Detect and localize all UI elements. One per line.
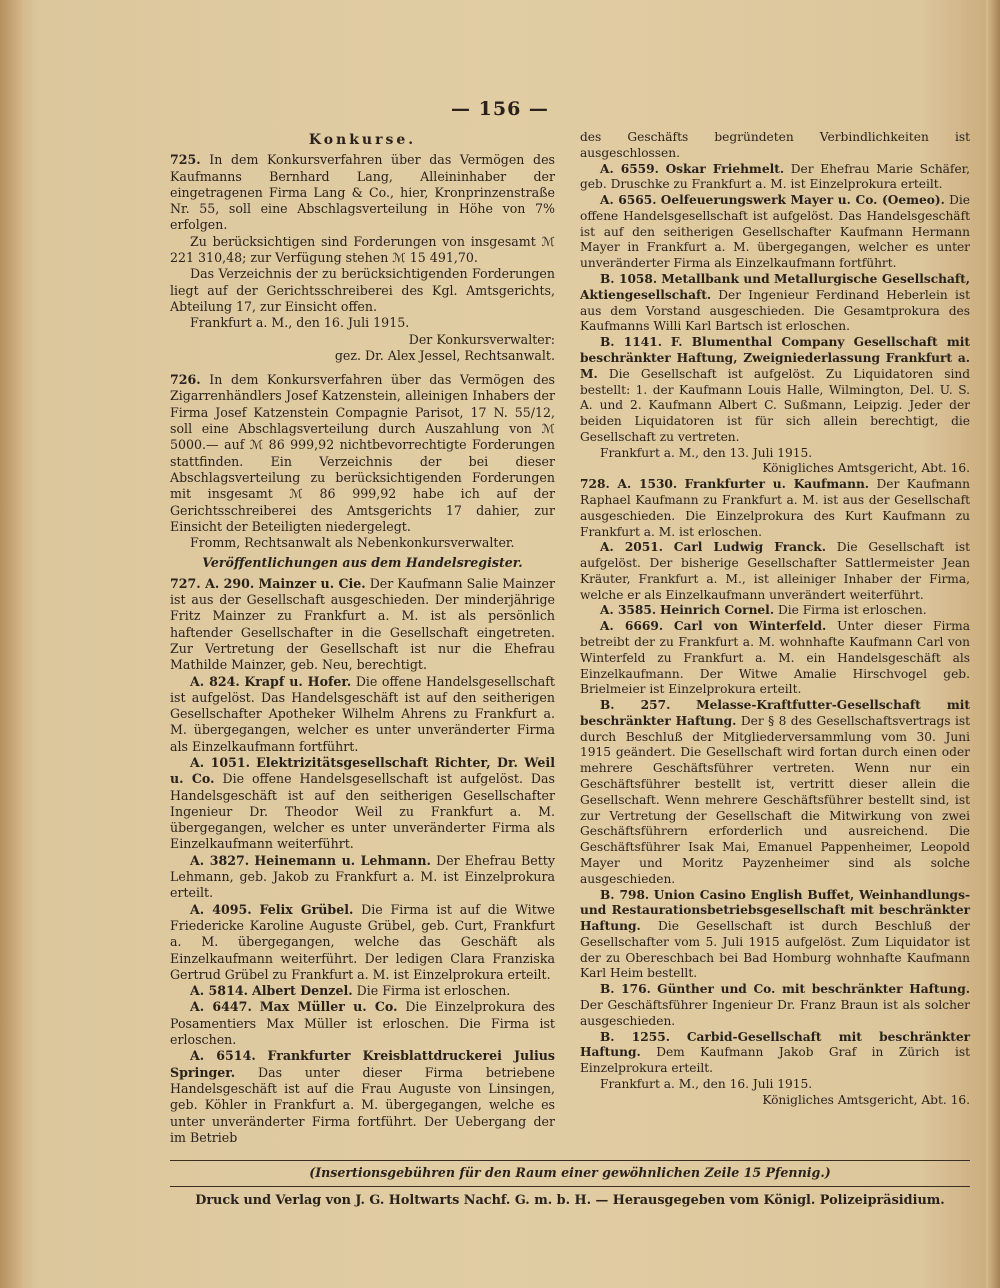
signature-line: Fromm, Rechtsanwalt als Nebenkonkursverwalter.: [190, 535, 515, 551]
insertion-fee-note: (Insertionsgebühren für den Raum einer gewöhnlichen Zeile 15 Pfennig.): [309, 1165, 831, 1180]
register-entry: [580, 1030, 970, 1077]
right-column: [580, 130, 970, 1108]
firm-name: Frankfurter Kreisblattdruckerei Julius Springer.: [170, 1048, 555, 1080]
register-entry: [580, 335, 970, 445]
entry-number: A. 6565.: [600, 193, 657, 208]
entry-text: Unter dieser Firma betreibt der zu Frankfurt a. M. wohnhafte Kaufmann Carl von Winterfeld zu Frankfurt a. M. ein Handelsgeschäft als Einzelkaufmann. Der Witwe Amalie Hirschvogel geb. Brielmeier ist Einzelprokura erteilt.: [580, 619, 971, 697]
entry-725-date: Frankfurt a. M., den 16. Juli 1915.: [190, 315, 410, 331]
section-heading-handelsregister: Veröffentlichungen aus dem Handelsregister.: [202, 555, 523, 571]
entry-text: Der § 8 des Gesellschaftsvertrags ist durch Beschluß der Mitgliederversammlung vom 30. Juni 1915 geändert. Die Gesellschaft wird fortan durch einen oder mehrere Geschäftsführer vertreten. Wenn nur ein Geschäftsführer bestellt ist, vertritt dieser allein die Gesellschaft. Wenn mehrere Geschäftsführer bestellt sind, ist zur Vertretung der Gesellschaft die Mitwirkung von zwei Geschäftsführern erforderlich und ausreichend. Die Geschäftsführer Isak Mai, Emanuel Pappenheimer, Leopold Mayer und Moritz Payzenheimer sind als solche ausgeschieden.: [580, 713, 971, 886]
footer-rule: [170, 1186, 970, 1187]
entry-text: Die Firma ist erloschen.: [356, 983, 511, 999]
entry-number: 726.: [170, 372, 201, 388]
entry-number: B. 1141.: [600, 335, 662, 350]
entry-number: A. 2051.: [600, 540, 663, 555]
register-entries-left: [170, 576, 555, 1146]
firm-name: F. Blumenthal Company Gesellschaft mit beschränkter Haftung, Zweigniederlassung Frankfurt a. M.: [580, 335, 971, 381]
register-entry: [170, 674, 555, 755]
entry-text: Dem Kaufmann Jakob Graf in Zürich ist Einzelprokura erteilt.: [580, 1045, 970, 1076]
entry-number: 728. A. 1530.: [580, 477, 678, 492]
entry-text: Die Einzelprokura des Posamentiers Max Müller ist erloschen. Die Firma ist erloschen.: [170, 999, 555, 1048]
register-entry: [170, 853, 555, 902]
entry-725-para: Zu berücksichtigen sind Forderungen von insgesamt ℳ 221 310,48; zur Verfügung stehen ℳ 15 491,70.: [170, 233, 555, 266]
entry-number: A. 6514.: [190, 1048, 256, 1064]
continuation-text: des Geschäfts begründeten Verbindlichkeiten ist ausgeschlossen.: [580, 130, 970, 160]
entry-number: A. 4095.: [190, 901, 252, 917]
entry-number: A. 6559.: [600, 161, 659, 176]
register-entry: [170, 755, 555, 853]
firm-name: Krapf u. Hofer.: [244, 673, 352, 689]
firm-name: Oelfeuerungswerk Mayer u. Co. (Oemeo).: [660, 193, 945, 208]
firm-name: Mainzer u. Cie.: [258, 575, 366, 591]
entry-number: B. 1058.: [600, 272, 658, 287]
dateline: Frankfurt a. M., den 13. Juli 1915.: [600, 445, 813, 460]
firm-name: Union Casino English Buffet, Weinhandlungs- und Restaurationsbetriebsgesellschaft mit beschränkter Haftung.: [580, 887, 970, 934]
register-entry: [580, 698, 970, 887]
entry-text: Der Kaufmann Salie Mainzer ist aus der Gesellschaft ausgeschieden. Der minderjährige Fritz Mainzer zu Frankfurt a. M. ist als persönlich haftender Gesellschafter in die Gesellschaft eingetreten. Zur Vertretung der Gesellschaft ist nur die Ehefrau Mathilde Mainzer, geb. Neu, berechtigt.: [170, 575, 555, 673]
court-signature: Königliches Amtsgericht, Abt. 16.: [762, 461, 970, 476]
firm-name: Max Müller u. Co.: [259, 999, 398, 1015]
register-entry: [580, 982, 970, 1029]
register-entries-right: [580, 162, 970, 446]
section-heading-konkurse: Konkurse.: [308, 132, 417, 148]
entry-number: B. 257.: [600, 698, 671, 713]
entry-text: Der Ehefrau Betty Lehmann, geb. Jakob zu Frankfurt a. M. ist Einzelprokura erteilt.: [170, 852, 555, 901]
entry-number: B. 1255.: [600, 1029, 670, 1044]
signature-line: Der Konkursverwalter:: [408, 331, 555, 347]
entry-text: Die offene Handelsgesellschaft ist aufgelöst. Das Handelsgeschäft ist auf den seitherigen Gesellschafter Apotheker Wilhelm Ahrens zu Frankfurt a. M. übergegangen, welcher es unter unveränderter Firma als Einzelkaufmann fortführt.: [170, 673, 555, 754]
footer-rule: [170, 1160, 970, 1161]
register-entry: [170, 902, 555, 983]
register-entry: [580, 540, 970, 603]
firm-name: Albert Denzel.: [252, 983, 353, 999]
entry-number: A. 6447.: [190, 999, 252, 1015]
firm-name: Melasse-Kraftfutter-Gesellschaft mit beschränkter Haftung.: [580, 698, 970, 728]
signature-line: gez. Dr. Alex Jessel, Rechtsanwalt.: [334, 347, 555, 363]
entry-725-para: Das Verzeichnis der zu berücksichtigenden Forderungen liegt auf der Gerichtsschreiberei des Kgl. Amtsgerichts, Abteilung 17, zur Einsicht offen.: [170, 266, 555, 314]
court-signature: Königliches Amtsgericht, Abt. 16.: [762, 1092, 970, 1107]
firm-name: Heinemann u. Lehmann.: [254, 852, 431, 868]
entry-text: Die offene Handelsgesellschaft ist aufgelöst. Das Handelsgeschäft ist auf den seitherigen Gesellschafter Kaufmann Hermann Mayer in Frankfurt a. M. übergegangen, welcher es unter unveränderter Firma als Einzelkaufmann fortführt.: [580, 193, 970, 271]
entry-text: Die Gesellschaft ist durch Beschluß der Gesellschafter vom 5. Juli 1915 aufgelöst. Zum Liquidator ist der zu Obereschbach bei Bad Homburg wohnhafte Kaufmann Karl Heim bestellt.: [580, 919, 970, 981]
entry-number: 727. A. 290.: [170, 575, 255, 591]
entry-text: Die Firma ist erloschen.: [777, 603, 927, 618]
register-entries-right-728: [580, 477, 970, 1077]
entry-number: A. 3827.: [190, 852, 250, 868]
entry-725: [170, 152, 555, 233]
register-entry: [170, 983, 555, 999]
register-entry: [580, 272, 970, 335]
firm-name: Elektrizitätsgesellschaft Richter, Dr. Weil u. Co.: [170, 754, 555, 787]
entry-number: A. 5814.: [190, 983, 248, 999]
entry-number: A. 6669.: [600, 619, 664, 634]
entry-number: B. 798.: [600, 887, 650, 902]
entry-text: Das unter dieser Firma betriebene Handelsgeschäft ist auf die Frau Auguste von Linsingen, geb. Köhler in Frankfurt a. M. übergegangen, welche es unter unveränderter Firma fortführt. Der Uebergang der im Betrieb: [170, 1064, 555, 1145]
entry-text: Der Ingenieur Ferdinand Heberlein ist aus dem Vorstand ausgeschieden. Die Gesamtprokura des Kaufmanns Willi Karl Bartsch ist erloschen.: [580, 287, 970, 334]
dateline: Frankfurt a. M., den 16. Juli 1915.: [600, 1076, 813, 1091]
page-edge-right: [986, 0, 1000, 1288]
entry-text: Die Gesellschaft ist aufgelöst. Zu Liquidatoren sind bestellt: 1. der Kaufmann Louis Halle, Wilmington, Del. U. S. A. und 2. Kaufmann Albert C. Sußmann, Leipzig. Jeder der beiden Liquidatoren ist für sich allein berechtigt, die Gesellschaft zu vertreten.: [580, 366, 970, 444]
entry-726: [170, 372, 555, 535]
entry-text: Die Gesellschaft ist aufgelöst. Der bisherige Gesellschafter Sattlermeister Jean Kräuter, Frankfurt a. M., ist alleiniger Inhaber der Firma, welche er als Einzelkaufmann unverändert weiterführt.: [580, 540, 971, 602]
firm-name: Carl von Winterfeld.: [673, 619, 827, 634]
register-entry: [580, 193, 970, 272]
firm-name: Günther und Co. mit beschränkter Haftung.: [657, 982, 971, 997]
register-entry: [580, 888, 970, 983]
page-edge-left: [0, 0, 22, 1288]
firm-name: Heinrich Cornel.: [659, 603, 775, 618]
publisher-imprint: Druck und Verlag von J. G. Holtwarts Nachf. G. m. b. H. — Herausgegeben vom Königl. Polizeipräsidium.: [195, 1193, 945, 1208]
left-column: [170, 130, 555, 1146]
entry-number: B. 176.: [600, 982, 651, 997]
entry-text: In dem Konkursverfahren über das Vermögen des Zigarrenhändlers Josef Katzenstein, alleinigen Inhabers der Firma Josef Katzenstein Compagnie Parisot, 17 N. 55/12, soll eine Abschlagsverteilung durch Auszahlung von ℳ 5000.— auf ℳ 86 999,92 nichtbevorrechtigte Forderungen stattfinden. Ein Verzeichnis der bei dieser Abschlagsverteilung zu berücksichtigenden Forderungen mit insgesamt ℳ 86 999,92 habe ich auf der Gerichtsschreiberei des Amtsgerichts 17 dahier, zur Einsicht der Beteiligten niedergelegt.: [170, 372, 555, 534]
entry-number: A. 1051.: [190, 754, 251, 770]
entry-text: Der Geschäftsführer Ingenieur Dr. Franz Braun ist als solcher ausgeschieden.: [580, 997, 970, 1028]
register-entry: [170, 576, 555, 674]
entry-text: Der Ehefrau Marie Schäfer, geb. Druschke zu Frankfurt a. M. ist Einzelprokura erteilt.: [580, 161, 971, 192]
entry-text: In dem Konkursverfahren über das Vermögen des Kaufmanns Bernhard Lang, Alleininhaber der eingetragenen Firma Lang & Co., hier, Kronprinzenstraße Nr. 55, soll eine Abschlagsverteilung in Höhe von 7% erfolgen.: [170, 152, 555, 233]
firm-name: Oskar Friehmelt.: [665, 161, 785, 176]
entry-text: Die Firma ist auf die Witwe Friedericke Karoline Auguste Grübel, geb. Curt, Frankfurt a. M. übergegangen, welche das Geschäft als Einzelkaufmann weiterführt. Der ledigen Clara Franziska Gertrud Grübel zu Frankfurt a. M. ist Einzelprokura erteilt.: [170, 901, 555, 982]
register-entry: [580, 162, 970, 194]
register-entry: [580, 603, 970, 619]
firm-name: Felix Grübel.: [259, 901, 354, 917]
register-entry: [170, 999, 555, 1048]
entry-number: 725.: [170, 152, 201, 168]
entry-number: A. 824.: [190, 673, 240, 689]
register-entry: [580, 477, 970, 540]
entry-text: Der Kaufmann Raphael Kaufmann zu Frankfurt a. M. ist aus der Gesellschaft ausgeschieden. Die Einzelprokura des Kurt Kaufmann zu Frankfurt a. M. ist erloschen.: [580, 477, 970, 539]
register-entry: [170, 1048, 555, 1146]
firm-name: Carbid-Gesellschaft mit beschränkter Haftung.: [580, 1029, 971, 1060]
firm-name: Frankfurter u. Kaufmann.: [684, 477, 870, 492]
firm-name: Metallbank und Metallurgische Gesellschaft, Aktiengesellschaft.: [580, 272, 971, 302]
entry-number: A. 3585.: [600, 603, 657, 618]
register-entry: [580, 619, 970, 698]
firm-name: Carl Ludwig Franck.: [673, 540, 826, 555]
entry-text: Die offene Handelsgesellschaft ist aufgelöst. Das Handelsgeschäft ist auf den seitherigen Gesellschafter Ingenieur Dr. Theodor Weil zu Frankfurt a. M. übergegangen, welcher es unter unveränderter Firma als Einzelkaufmann weiterführt.: [170, 771, 555, 852]
page-number: — 156 —: [451, 98, 549, 120]
